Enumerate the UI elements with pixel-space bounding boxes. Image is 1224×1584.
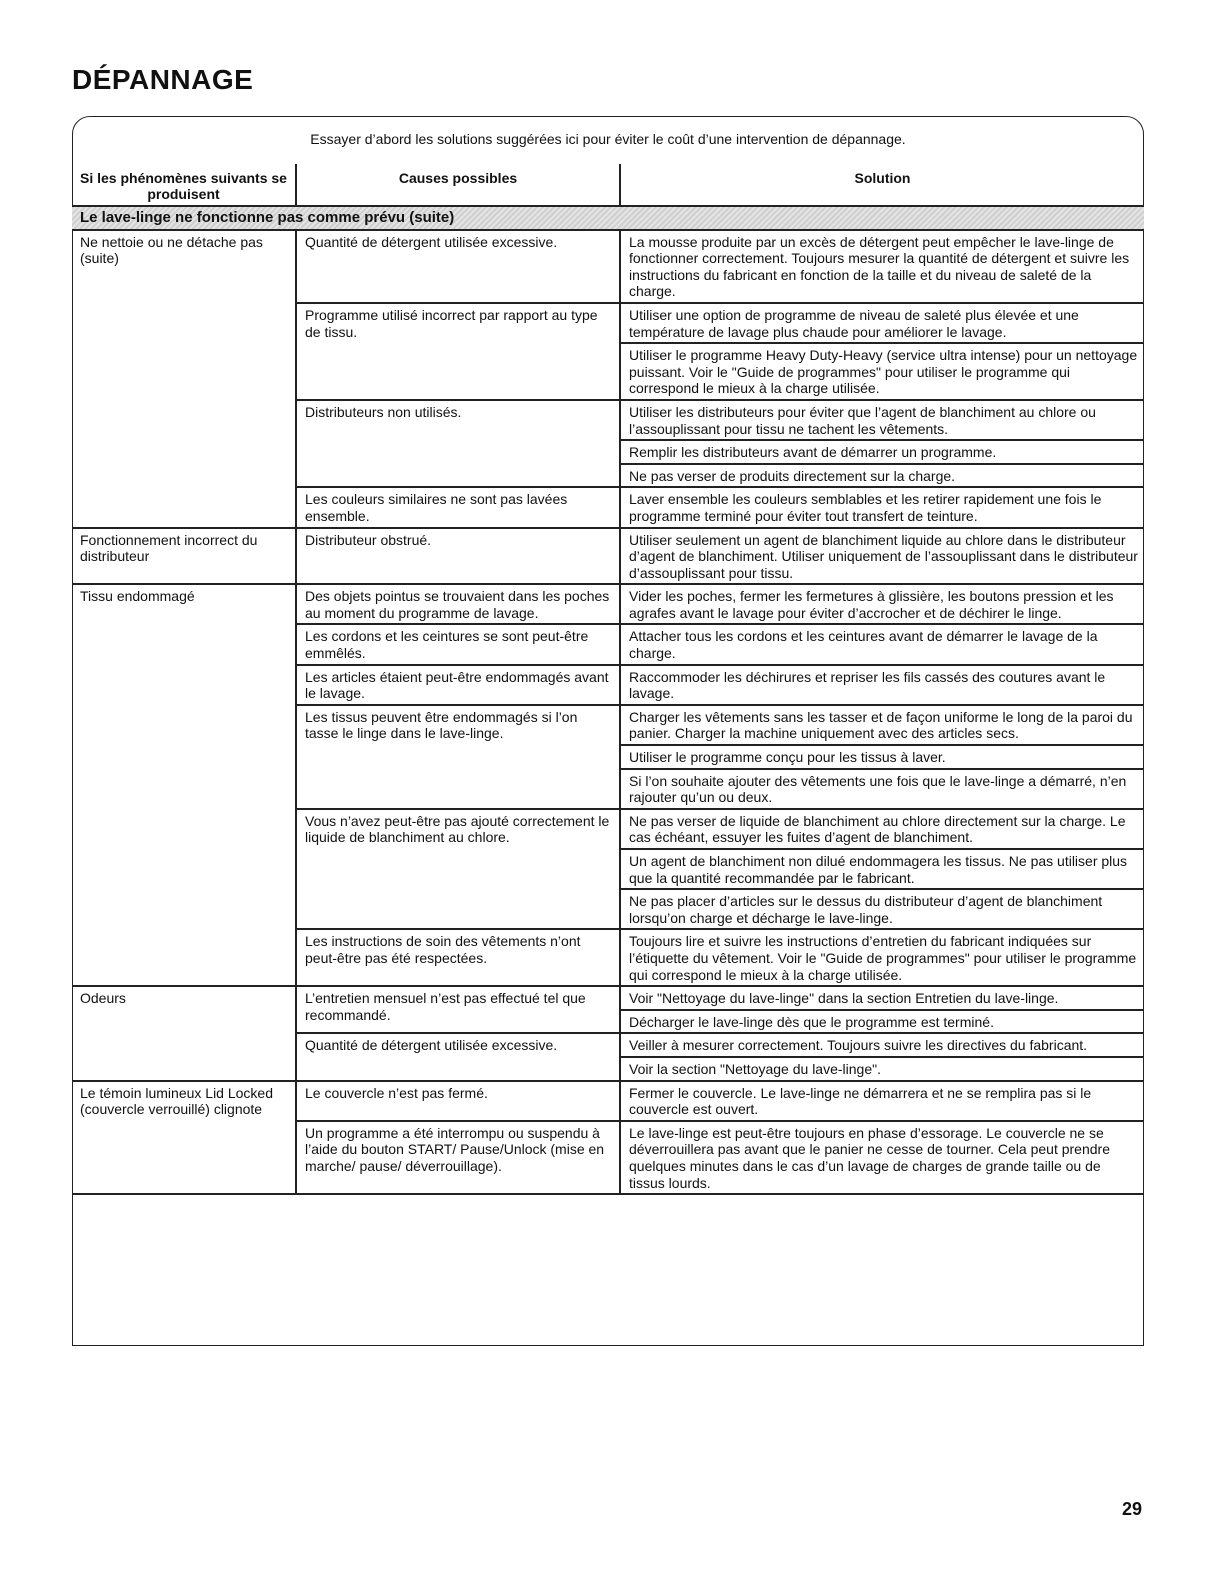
table-header-row bbox=[72, 164, 1144, 206]
cause-cell: Quantité de détergent utilisée excessive. bbox=[296, 1033, 620, 1080]
cause-cell: Distributeurs non utilisés. bbox=[296, 400, 620, 487]
solution-cell: Ne pas placer d’articles sur le dessus du distributeur d’agent de blanchiment lorsqu’on charge et décharge le lave-linge. bbox=[620, 889, 1144, 929]
solution-cell: Le lave-linge est peut-être toujours en phase d’essorage. Le couvercle ne se déverrouillera pas avant que le panier ne cesse de tourner. Cela peut prendre quelques minutes dans le cas d’un lavage de charges de grande taille ou de tissus lourds. bbox=[620, 1121, 1144, 1194]
cause-cell: L’entretien mensuel n’est pas effectué tel que recommandé. bbox=[296, 986, 620, 1033]
solution-cell: Un agent de blanchiment non dilué endommagera les tissus. Ne pas utiliser plus que la quantité recommandée par le fabricant. bbox=[620, 849, 1144, 889]
table-row bbox=[72, 528, 1144, 585]
solution-cell: Toujours lire et suivre les instructions d’entretien du fabricant indiquées sur l’étiquette du vêtement. Voir le "Guide de programmes" pour utiliser le programme qui correspond le mieux à la charge utilisée. bbox=[620, 929, 1144, 986]
solution-cell: Décharger le lave-linge dès que le programme est terminé. bbox=[620, 1010, 1144, 1034]
cause-cell: Quantité de détergent utilisée excessive. bbox=[296, 230, 620, 303]
problem-cell: Odeurs bbox=[72, 986, 296, 1080]
cause-cell: Les cordons et les ceintures se sont peut-être emmêlés. bbox=[296, 624, 620, 664]
solution-cell: Utiliser le programme Heavy Duty-Heavy (service ultra intense) pour un nettoyage puissant. Voir le "Guide de programmes" pour utiliser le programme qui correspond le mieux à la charge utilisée. bbox=[620, 343, 1144, 400]
header-solution: Solution bbox=[620, 164, 1144, 206]
solution-cell: Charger les vêtements sans les tasser et de façon uniforme le long de la paroi du panier. Charger la machine uniquement avec des articles secs. bbox=[620, 705, 1144, 745]
solution-cell: Raccommoder les déchirures et repriser les fils cassés des coutures avant le lavage. bbox=[620, 665, 1144, 705]
problem-cell: Tissu endommagé bbox=[72, 584, 296, 986]
solution-cell: Remplir les distributeurs avant de démarrer un programme. bbox=[620, 440, 1144, 464]
cause-cell: Les couleurs similaires ne sont pas lavées ensemble. bbox=[296, 487, 620, 527]
solution-cell: Utiliser seulement un agent de blanchiment liquide au chlore dans le distributeur d’agent de blanchiment. Utiliser uniquement de l’assouplissant dans le distributeur d’assouplissant pour tissu. bbox=[620, 528, 1144, 585]
solution-cell: Si l’on souhaite ajouter des vêtements une fois que le lave-linge a démarré, n’en rajouter qu’un ou deux. bbox=[620, 769, 1144, 809]
solution-cell: Utiliser les distributeurs pour éviter que l’agent de blanchiment au chlore ou l’assouplissant pour tissu ne tachent les vêtements. bbox=[620, 400, 1144, 440]
solution-cell: La mousse produite par un excès de détergent peut empêcher le lave-linge de fonctionner correctement. Toujours mesurer la quantité de détergent et suivre les instructions du fabricant en fonction de la taille et du niveau de saleté de la charge. bbox=[620, 230, 1144, 303]
table-row bbox=[72, 230, 1144, 303]
intro-text: Essayer d’abord les solutions suggérées ici pour éviter le coût d’une intervention de dépannage. bbox=[310, 131, 906, 147]
troubleshooting-table bbox=[72, 164, 1144, 1195]
cause-cell: Les tissus peuvent être endommagés si l’on tasse le linge dans le lave-linge. bbox=[296, 705, 620, 809]
cause-cell: Un programme a été interrompu ou suspendu à l’aide du bouton START/ Pause/Unlock (mise en marche/ pause/ déverrouillage). bbox=[296, 1121, 620, 1194]
solution-cell: Veiller à mesurer correctement. Toujours suivre les directives du fabricant. bbox=[620, 1033, 1144, 1057]
solution-cell: Attacher tous les cordons et les ceintures avant de démarrer le lavage de la charge. bbox=[620, 624, 1144, 664]
table-row bbox=[72, 986, 1144, 1010]
table-row bbox=[72, 1081, 1144, 1121]
cause-cell: Le couvercle n’est pas fermé. bbox=[296, 1081, 620, 1121]
solution-cell: Vider les poches, fermer les fermetures à glissière, les boutons pression et les agrafes avant le lavage pour éviter d’accrocher et de déchirer le linge. bbox=[620, 584, 1144, 624]
cause-cell: Des objets pointus se trouvaient dans les poches au moment du programme de lavage. bbox=[296, 584, 620, 624]
problem-cell: Le témoin lumineux Lid Locked (couvercle verrouillé) clignote bbox=[72, 1081, 296, 1195]
table-row bbox=[72, 584, 1144, 624]
header-causes: Causes possibles bbox=[296, 164, 620, 206]
cause-cell: Distributeur obstrué. bbox=[296, 528, 620, 585]
cause-cell: Vous n’avez peut-être pas ajouté correctement le liquide de blanchiment au chlore. bbox=[296, 809, 620, 930]
solution-cell: Fermer le couvercle. Le lave-linge ne démarrera et ne se remplira pas si le couvercle est ouvert. bbox=[620, 1081, 1144, 1121]
solution-cell: Laver ensemble les couleurs semblables et les retirer rapidement une fois le programme terminé pour éviter tout transfert de teinture. bbox=[620, 487, 1144, 527]
solution-cell: Utiliser une option de programme de niveau de saleté plus élevée et une température de lavage plus chaude pour améliorer le lavage. bbox=[620, 303, 1144, 343]
header-problem: Si les phénomènes suivants se produisent bbox=[72, 164, 296, 206]
cause-cell: Les articles étaient peut-être endommagés avant le lavage. bbox=[296, 665, 620, 705]
cause-cell: Les instructions de soin des vêtements n’ont peut-être pas été respectées. bbox=[296, 929, 620, 986]
solution-cell: Ne pas verser de produits directement sur la charge. bbox=[620, 464, 1144, 488]
section-row bbox=[72, 206, 1144, 230]
section-title: Le lave-linge ne fonctionne pas comme prévu (suite) bbox=[72, 206, 1144, 230]
solution-cell: Voir la section "Nettoyage du lave-linge". bbox=[620, 1057, 1144, 1081]
solution-cell: Utiliser le programme conçu pour les tissus à laver. bbox=[620, 745, 1144, 769]
solution-cell: Voir "Nettoyage du lave-linge" dans la section Entretien du lave-linge. bbox=[620, 986, 1144, 1010]
solution-cell: Ne pas verser de liquide de blanchiment au chlore directement sur la charge. Le cas échéant, essuyer les fuites d’agent de blanchiment. bbox=[620, 809, 1144, 849]
problem-cell: Fonctionnement incorrect du distributeur bbox=[72, 528, 296, 585]
page-title: DÉPANNAGE bbox=[72, 64, 254, 95]
page-number: 29 bbox=[1121, 1499, 1142, 1519]
problem-cell: Ne nettoie ou ne détache pas (suite) bbox=[72, 230, 296, 528]
cause-cell: Programme utilisé incorrect par rapport au type de tissu. bbox=[296, 303, 620, 400]
